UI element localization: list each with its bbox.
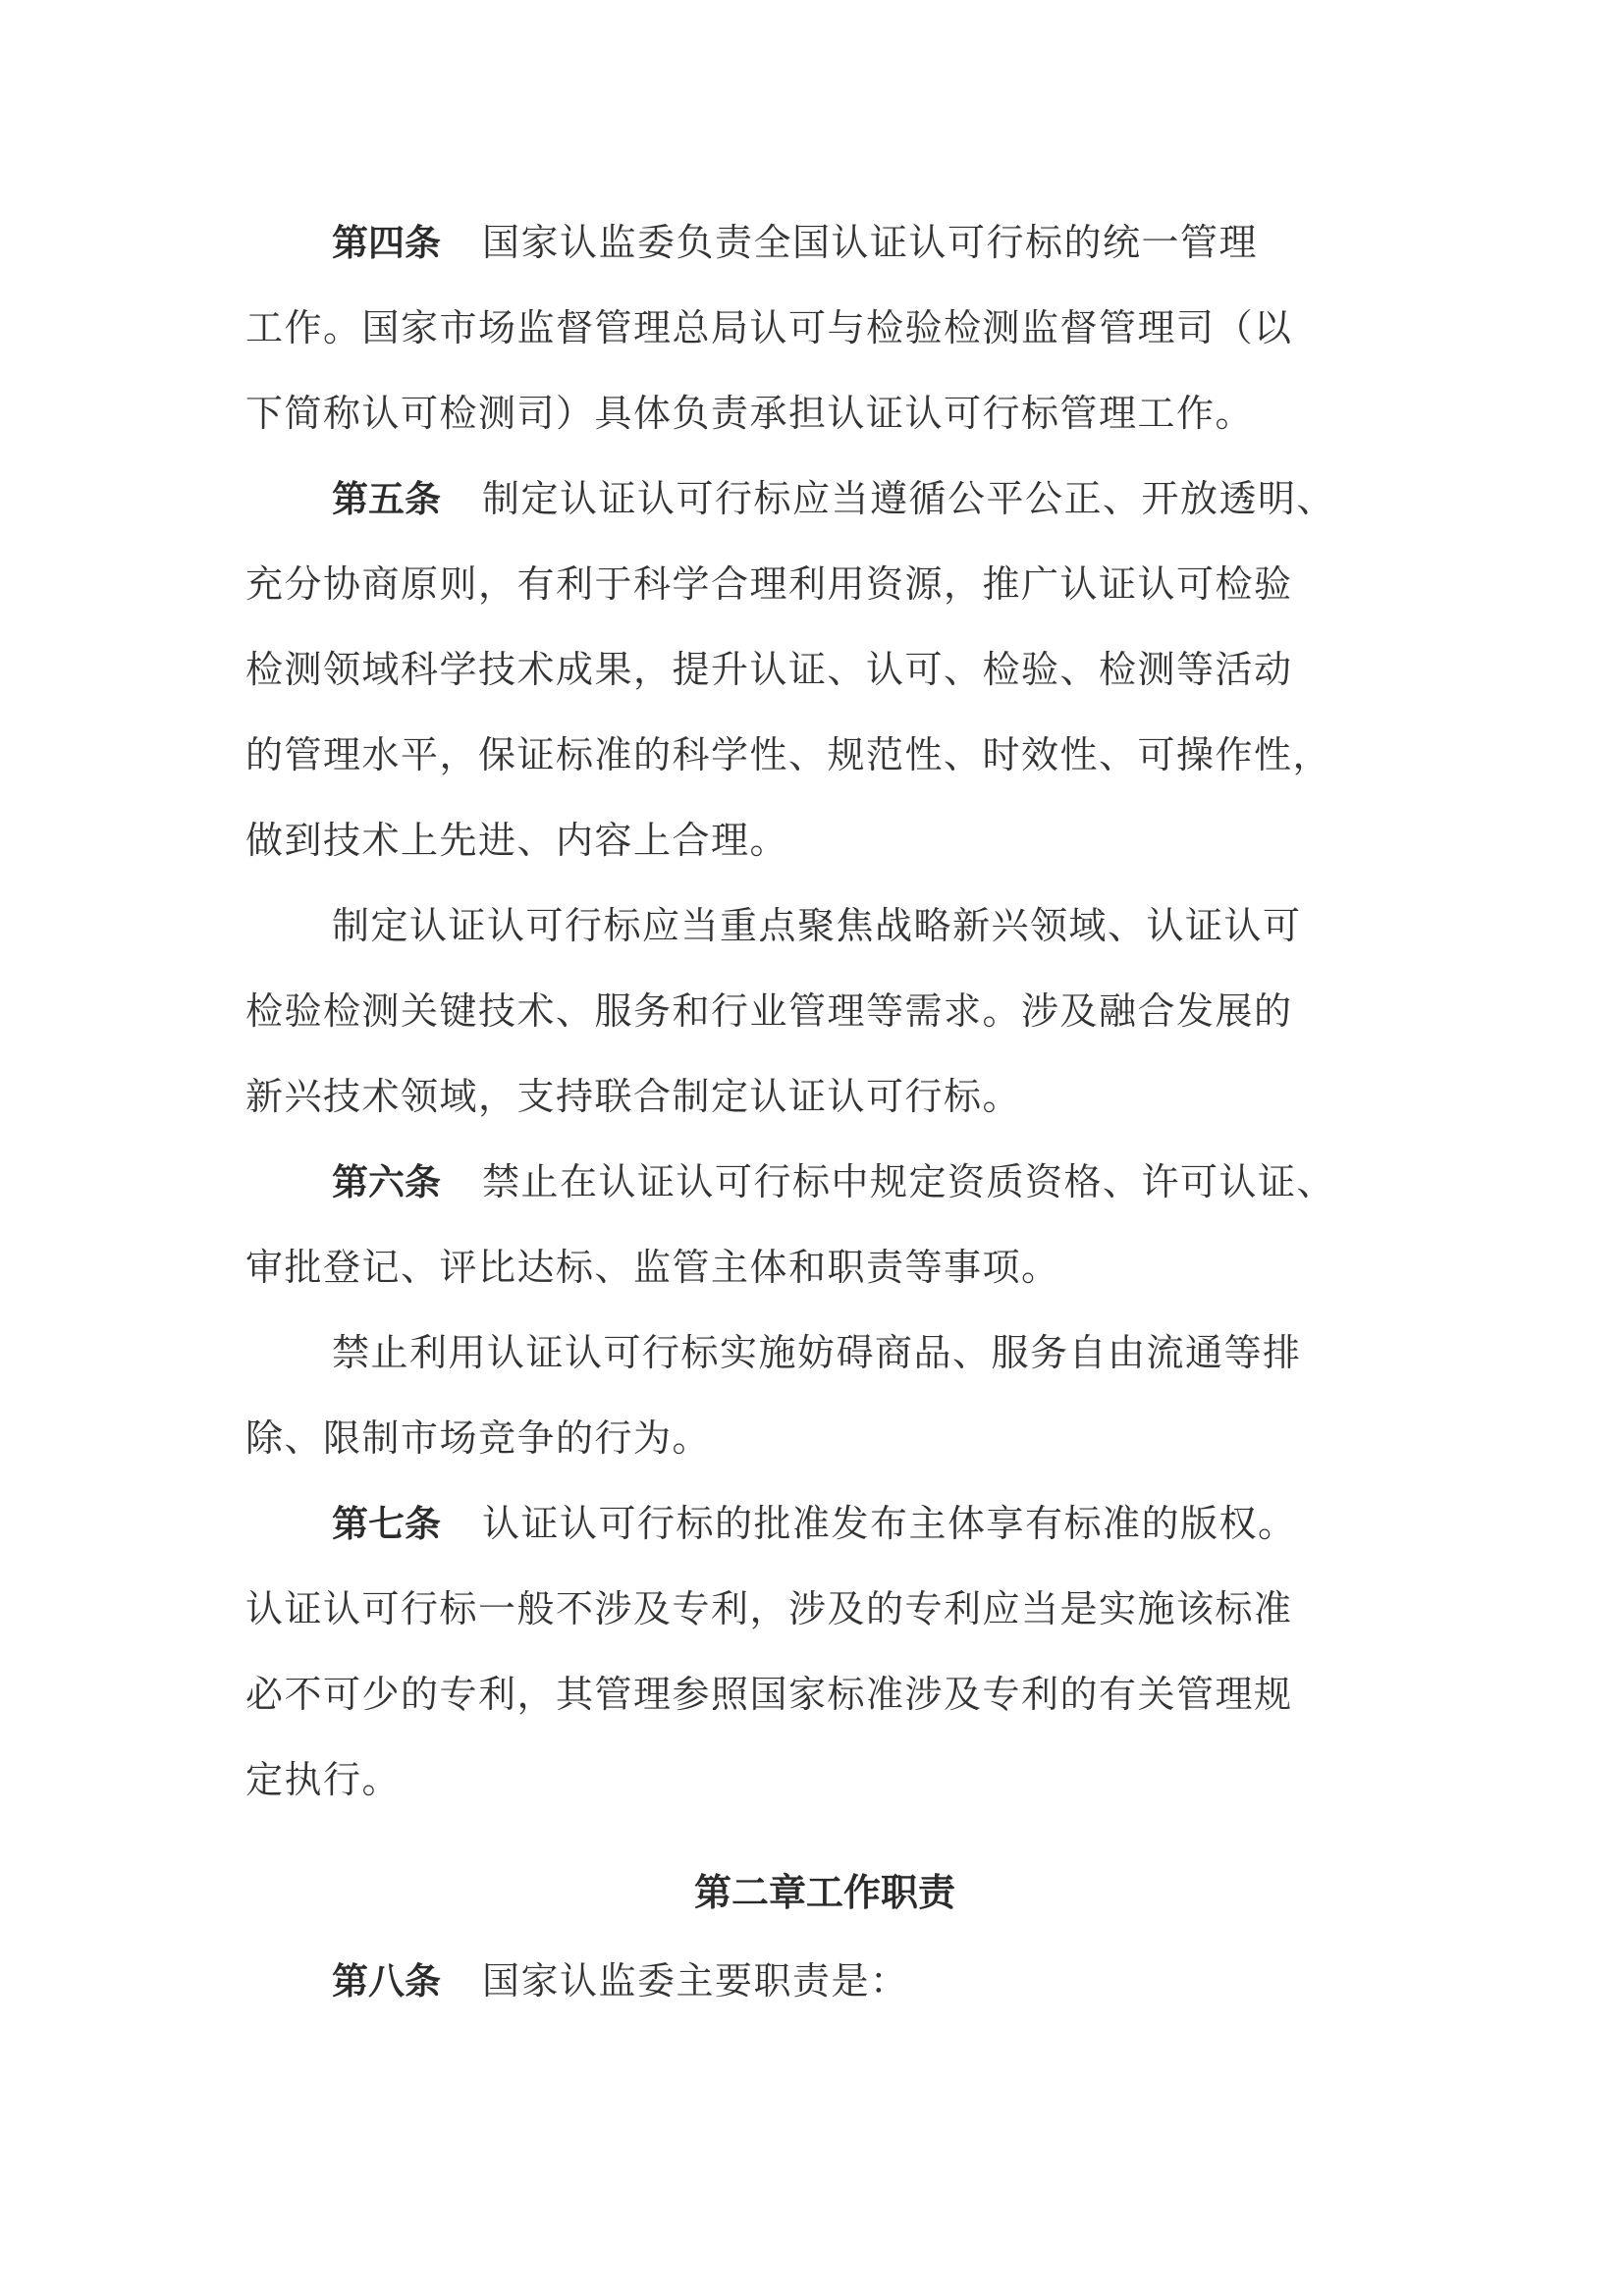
text-line: 认证认可行标一般不涉及专利，涉及的专利应当是实施该标准 [245, 1587, 1293, 1630]
article-label: 第七条 [332, 1503, 441, 1545]
text-line: 第五条 制定认证认可行标应当遵循公平公正、开放透明、 [332, 477, 1336, 520]
article-label: 第六条 [332, 1161, 441, 1203]
article-7 [245, 1489, 1394, 1831]
text-line: 做到技术上先进、内容上合理。 [245, 819, 789, 862]
text-line: 禁止利用认证认可行标实施妨碍商品、服务自由流通等排 [332, 1331, 1302, 1374]
text-line: 下简称认可检测司）具体负责承担认证认可行标管理工作。 [245, 392, 1255, 435]
text-line: 第六条 禁止在认证认可行标中规定资质资格、许可认证、 [332, 1160, 1336, 1203]
article-8 [245, 1947, 1394, 2032]
text-line: 检验检测关键技术、服务和行业管理等需求。涉及融合发展的 [245, 989, 1293, 1033]
text-line: 检测领域科学技术成果，提升认证、认可、检验、检测等活动 [245, 648, 1293, 691]
article-label: 第八条 [332, 1960, 441, 2002]
text-line: 定执行。 [245, 1758, 402, 1801]
text-line: 除、限制市场竞争的行为。 [245, 1416, 712, 1460]
article-label: 第五条 [332, 478, 441, 520]
chapter-title: 第二章工作职责 [693, 1871, 955, 1914]
article-4 [245, 208, 1394, 464]
text-line: 制定认证认可行标应当重点聚焦战略新兴领域、认证认可 [332, 904, 1302, 947]
text-line: 的管理水平，保证标准的科学性、规范性、时效性、可操作性， [245, 733, 1332, 776]
text-line: 第八条 国家认监委主要职责是： [332, 1959, 909, 2002]
article-label: 第四条 [332, 222, 441, 264]
text-line: 新兴技术领域，支持联合制定认证认可行标。 [245, 1075, 1022, 1118]
text-line: 充分协商原则，有利于科学合理利用资源，推广认证认可检验 [245, 562, 1293, 606]
text-line: 工作。国家市场监督管理总局认可与检验检测监督管理司（以 [245, 306, 1293, 349]
document-page [245, 208, 1394, 2032]
article-6 [245, 1148, 1394, 1489]
text-line: 第四条 国家认监委负责全国认证认可行标的统一管理 [332, 221, 1259, 264]
text-line: 第七条 认证认可行标的批准发布主体享有标准的版权。 [332, 1502, 1297, 1545]
text-line: 审批登记、评比达标、监管主体和职责等事项。 [245, 1246, 1060, 1289]
article-5 [245, 464, 1394, 1148]
text-line: 必不可少的专利，其管理参照国家标准涉及专利的有关管理规 [245, 1673, 1293, 1716]
